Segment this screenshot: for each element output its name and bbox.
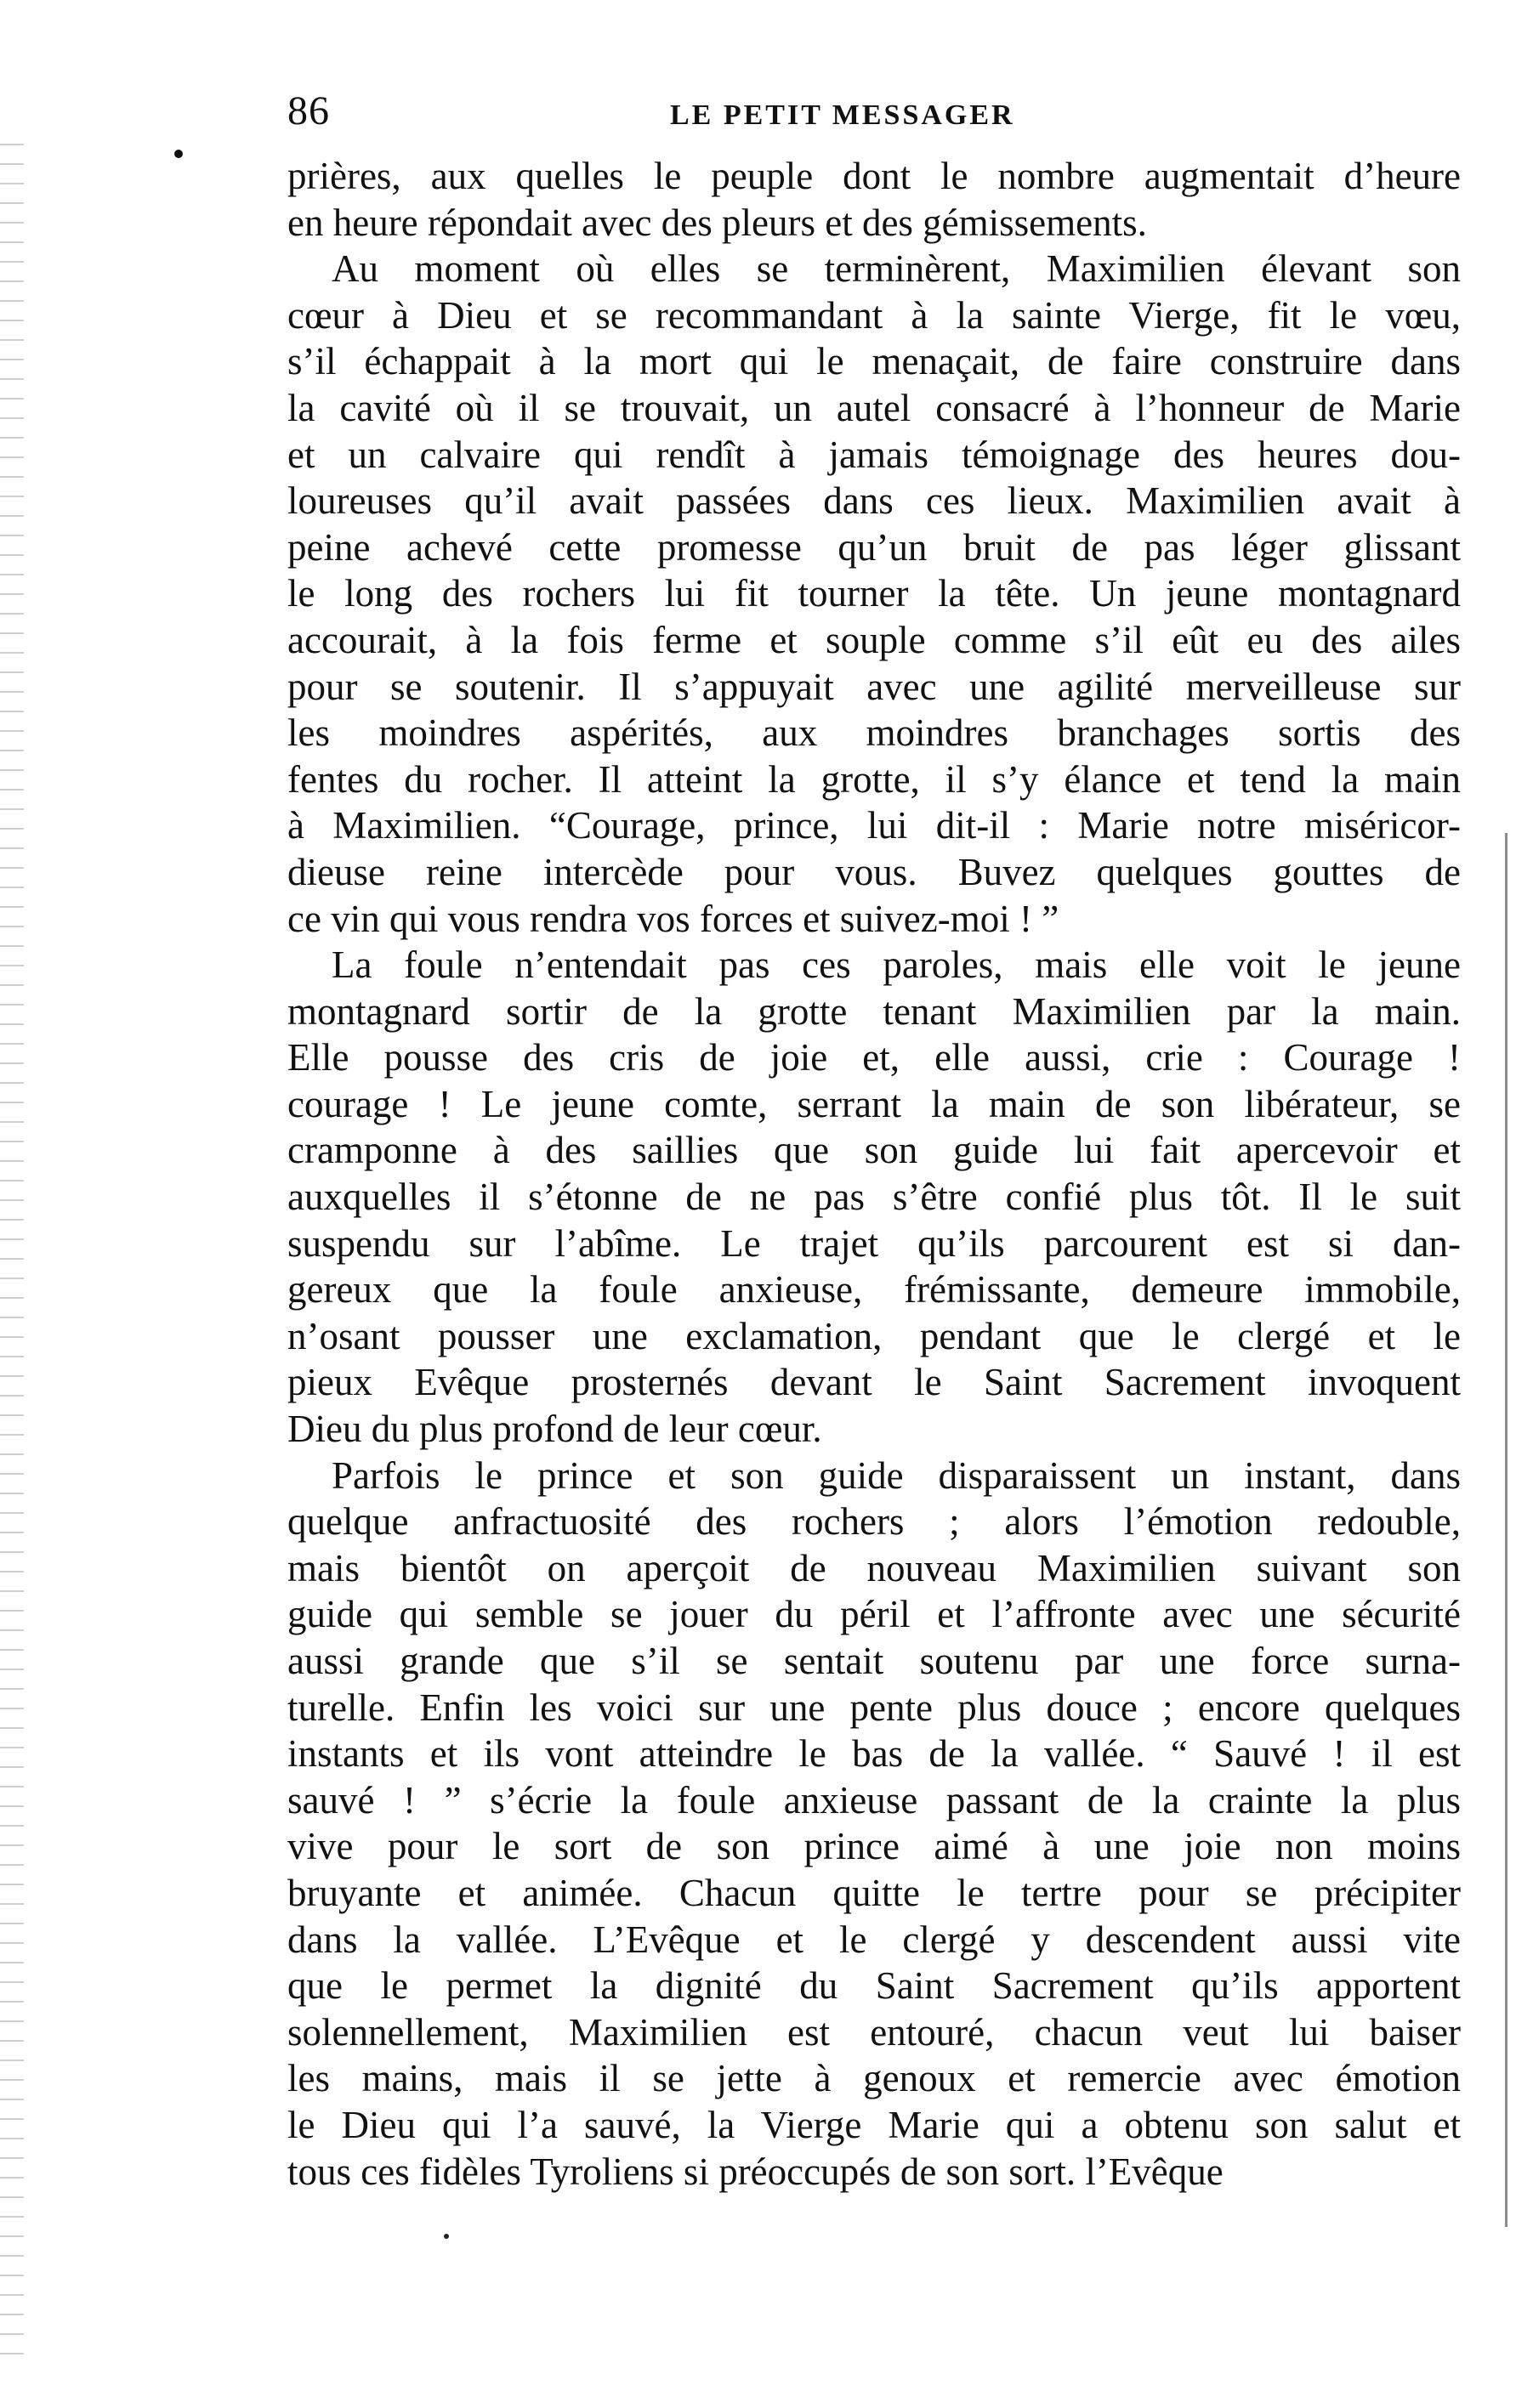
text-line: à Maximilien. “Courage, prince, lui dit-il : Marie notre miséricor- [287, 804, 1461, 847]
footer-dot-mark [444, 2234, 449, 2239]
page-number: 86 [287, 88, 330, 133]
text-line: et un calvaire qui rendît à jamais témoignage des heures dou- [287, 433, 1461, 476]
text-line: quelque anfractuosité des rochers ; alors l’émotion redouble, [287, 1500, 1461, 1544]
text-line: bruyante et animée. Chacun quitte le tertre pour se précipiter [287, 1871, 1461, 1914]
text-line: que le permet la dignité du Saint Sacrement qu’ils apportent [287, 1964, 1461, 2008]
text-line: cœur à Dieu et se recommandant à la sainte Vierge, fit le vœu, [287, 293, 1461, 337]
text-line: montagnard sortir de la grotte tenant Maximilien par la main. [287, 989, 1461, 1033]
text-line: tous ces fidèles Tyroliens si préoccupés de son sort. l’Evêque [287, 2150, 1224, 2193]
text-line: ce vin qui vous rendra vos forces et suivez-moi ! ” [287, 897, 1059, 940]
body-text [287, 153, 1461, 2195]
margin-dot-mark [174, 150, 183, 158]
text-line: solennellement, Maximilien est entouré, chacun veut lui baiser [287, 2010, 1461, 2054]
text-line: Au moment où elles se terminèrent, Maximilien élevant son [332, 247, 1461, 291]
text-line: le Dieu qui l’a sauvé, la Vierge Marie qui a obtenu son salut et [287, 2103, 1461, 2146]
scan-margin-line [1505, 833, 1507, 2227]
text-line: n’osant pousser une exclamation, pendant que le clergé et le [287, 1314, 1461, 1357]
text-line: guide qui semble se jouer du péril et l’affronte avec une sécurité [287, 1593, 1461, 1636]
text-line: le long des rochers lui fit tourner la tête. Un jeune montagnard [287, 572, 1461, 615]
text-line: loureuses qu’il avait passées dans ces lieux. Maximilien avait à [287, 479, 1461, 523]
paragraph [287, 153, 1461, 246]
text-line: fentes du rocher. Il atteint la grotte, il s’y élance et tend la main [287, 757, 1461, 801]
text-line: courage ! Le jeune comte, serrant la main de son libérateur, se [287, 1082, 1461, 1125]
text-line: prières, aux quelles le peuple dont le nombre augmentait d’heure [287, 155, 1461, 197]
scan-binding-edge [0, 136, 24, 2363]
text-line: mais bientôt on aperçoit de nouveau Maximilien suivant son [287, 1546, 1461, 1589]
text-line: dieuse reine intercède pour vous. Buvez quelques gouttes de [287, 850, 1461, 893]
text-line: pour se soutenir. Il s’appuyait avec une agilité merveilleuse sur [287, 665, 1461, 708]
paragraph [287, 246, 1461, 942]
text-line: Dieu du plus profond de leur cœur. [287, 1408, 822, 1451]
text-line: La foule n’entendait pas ces paroles, mais elle voit le jeune [332, 943, 1461, 987]
text-line: instants et ils vont atteindre le bas de la vallée. “ Sauvé ! il est [287, 1732, 1461, 1776]
text-line: en heure répondait avec des pleurs et des gémissements. [287, 201, 1147, 244]
text-line: gereux que la foule anxieuse, frémissante, demeure immobile, [287, 1268, 1461, 1312]
text-line: les moindres aspérités, aux moindres branchages sortis des [287, 711, 1461, 755]
text-line: Elle pousse des cris de joie et, elle aussi, crie : Courage ! [287, 1036, 1461, 1079]
text-line: turelle. Enfin les voici sur une pente plus douce ; encore quelques [287, 1686, 1461, 1729]
text-line: dans la vallée. L’Evêque et le clergé y descendent aussi vite [287, 1918, 1461, 1961]
text-line: auxquelles il s’étonne de ne pas s’être confié plus tôt. Il le suit [287, 1176, 1461, 1219]
text-line: pieux Evêque prosternés devant le Saint Sacrement invoquent [287, 1361, 1461, 1404]
text-line: cramponne à des saillies que son guide lui fait apercevoir et [287, 1129, 1461, 1172]
paragraph [287, 942, 1461, 1453]
text-line: la cavité où il se trouvait, un autel consacré à l’honneur de Marie [287, 386, 1461, 429]
text-line: vive pour le sort de son prince aimé à une joie non moins [287, 1825, 1461, 1868]
page-header [287, 82, 1461, 141]
text-line: s’il échappait à la mort qui le menaçait, de faire construire dans [287, 340, 1461, 383]
text-line: les mains, mais il se jette à genoux et remercie avec émotion [287, 2057, 1461, 2100]
paragraph [287, 1453, 1461, 2196]
text-line: accourait, à la fois ferme et souple comme s’il eût eu des ailes [287, 618, 1461, 661]
running-title: LE PETIT MESSAGER [670, 99, 1015, 131]
text-line: sauvé ! ” s’écrie la foule anxieuse passant de la crainte la plus [287, 1778, 1461, 1822]
text-line: aussi grande que s’il se sentait soutenu par une force surna- [287, 1640, 1461, 1682]
text-line: suspendu sur l’abîme. Le trajet qu’ils parcourent est si dan- [287, 1221, 1461, 1265]
text-line: peine achevé cette promesse qu’un bruit de pas léger glissant [287, 525, 1461, 569]
text-line: Parfois le prince et son guide disparaissent un instant, dans [332, 1453, 1461, 1497]
